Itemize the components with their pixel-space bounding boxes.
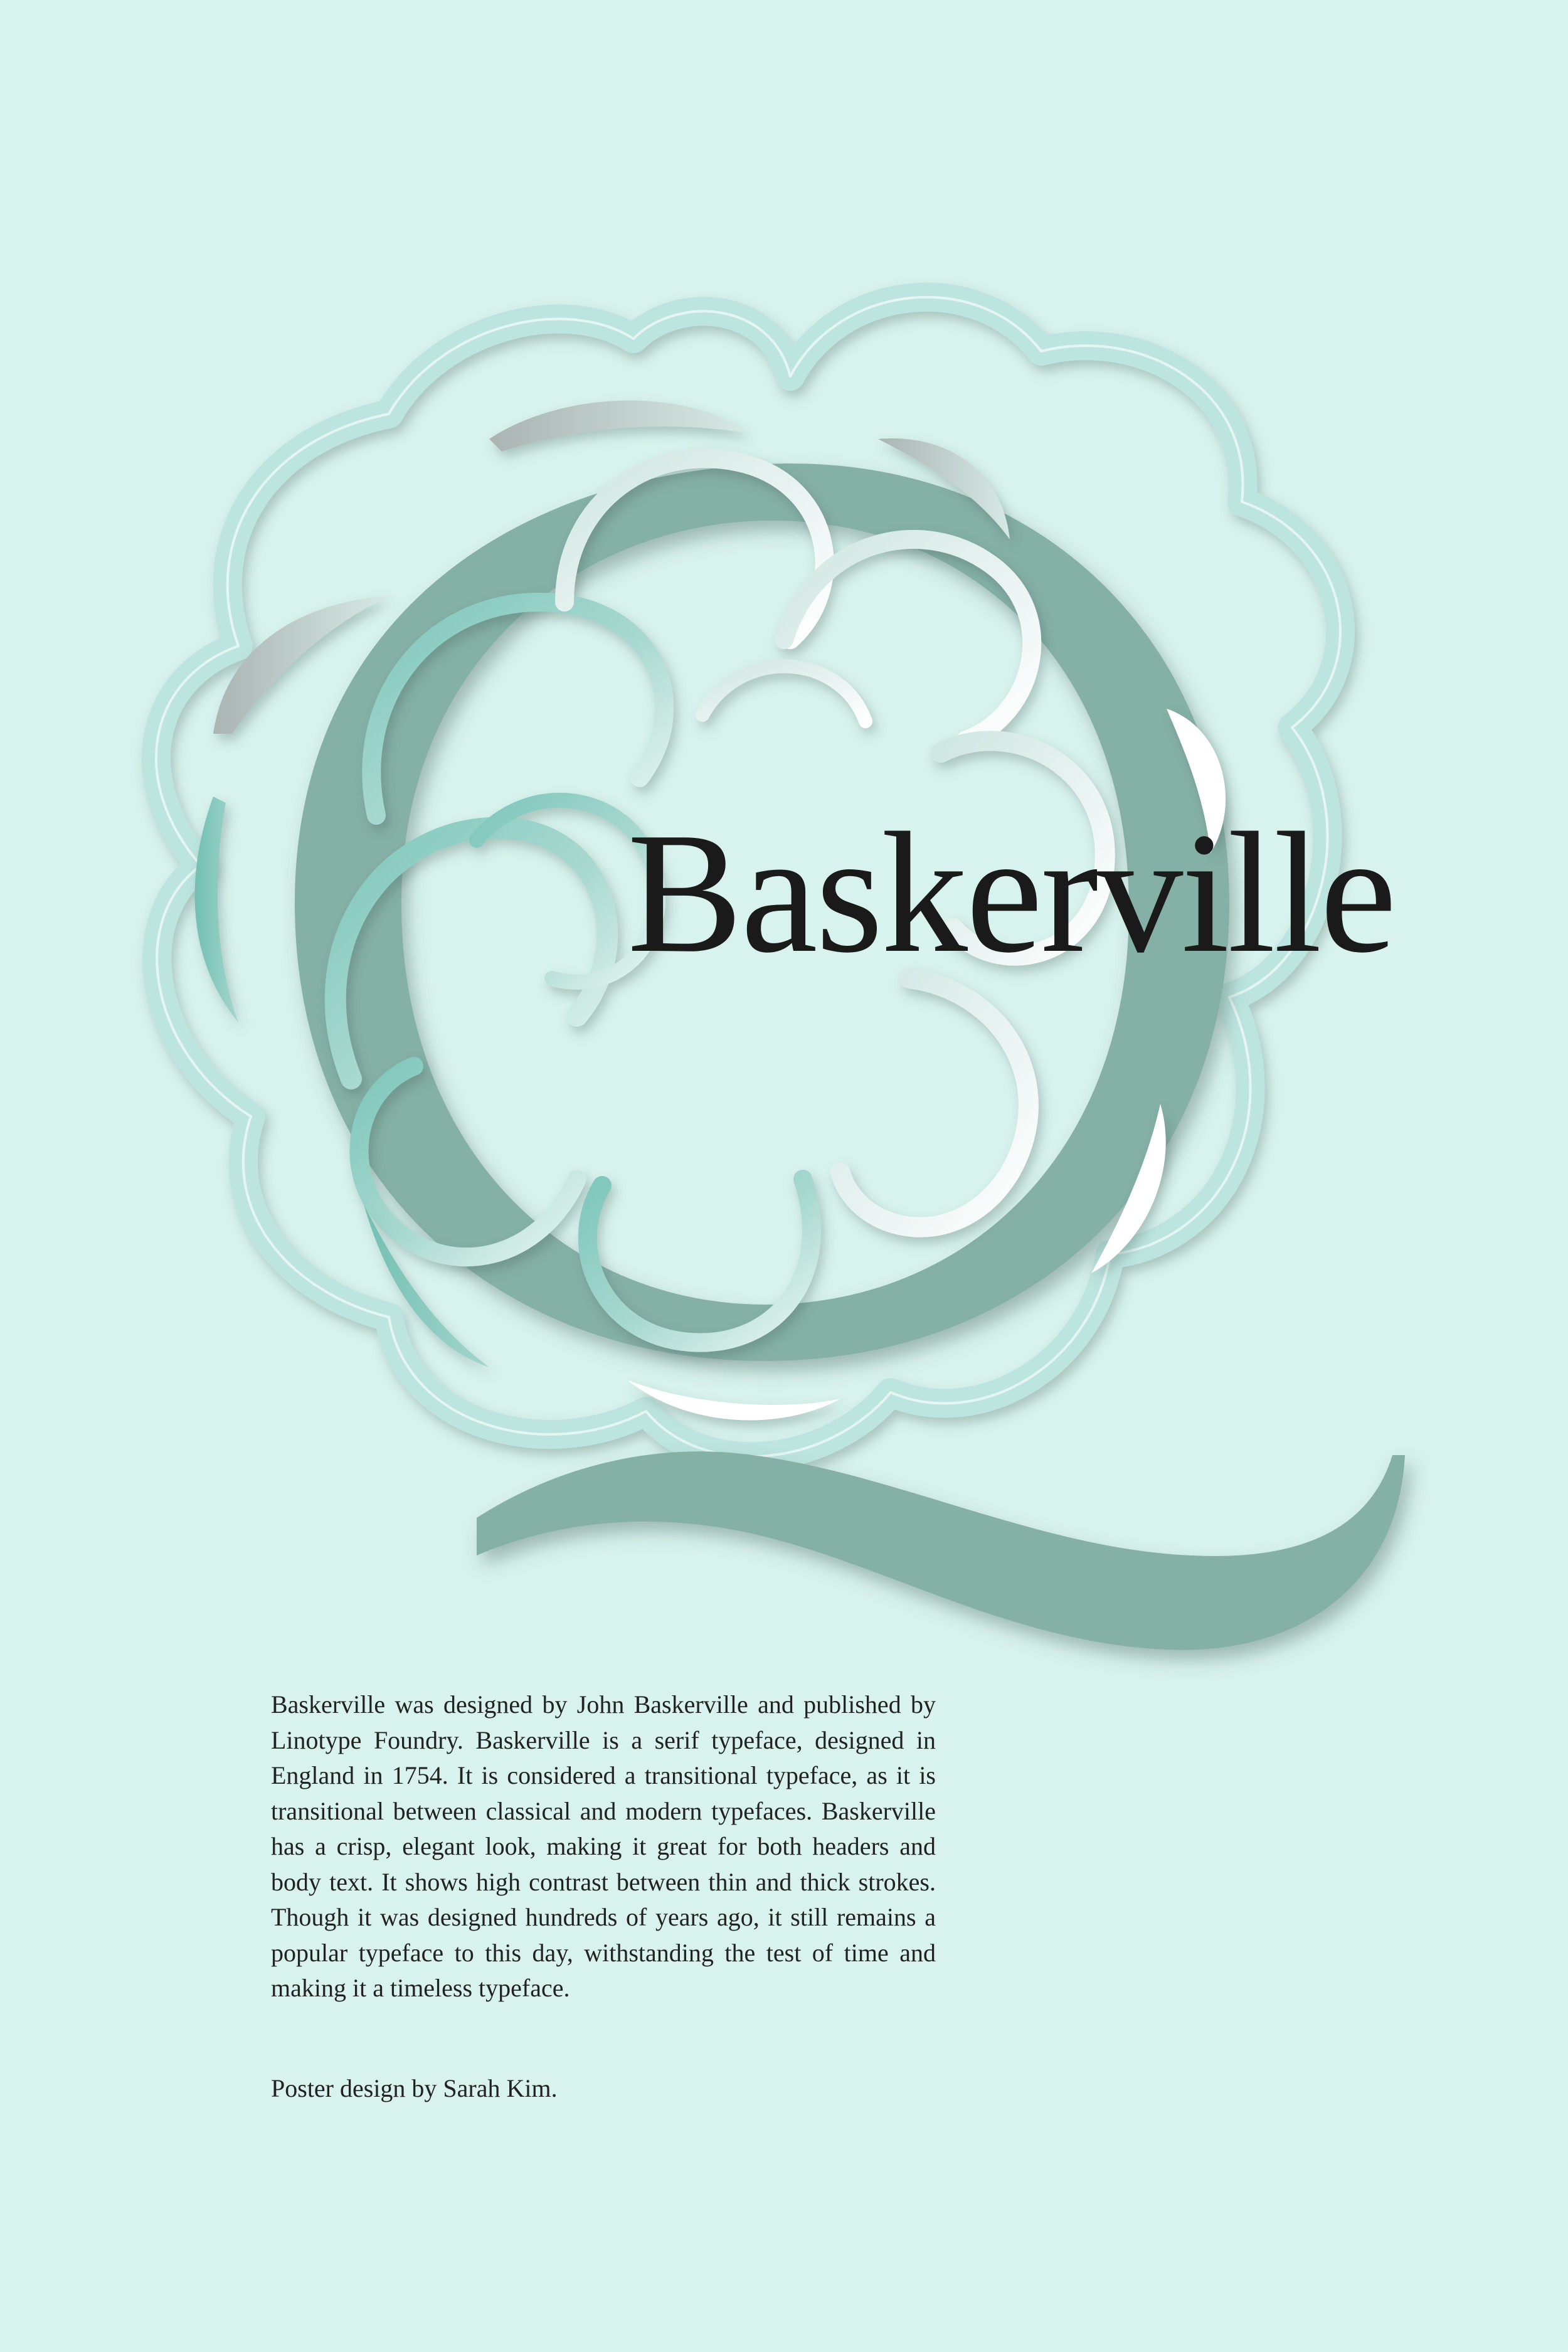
credit-text: Poster design by Sarah Kim. (271, 2074, 558, 2102)
body-text: Baskerville was designed by John Baskerville and published by Linotype Foundry. Baskerville is a serif typeface, designed in England in 1754. It is considered a transitional typeface, as it is transitional between classical and modern typefaces. Baskerville has a crisp, elegant look, making it great for both headers and body text. It shows high contrast between thin and thick strokes. Though it was designed hundreds of years ago, it still remains a popular typeface to this day, withstanding the test of time and making it a timeless typeface. (271, 1690, 936, 2002)
poster-title: Baskerville (627, 797, 1395, 988)
